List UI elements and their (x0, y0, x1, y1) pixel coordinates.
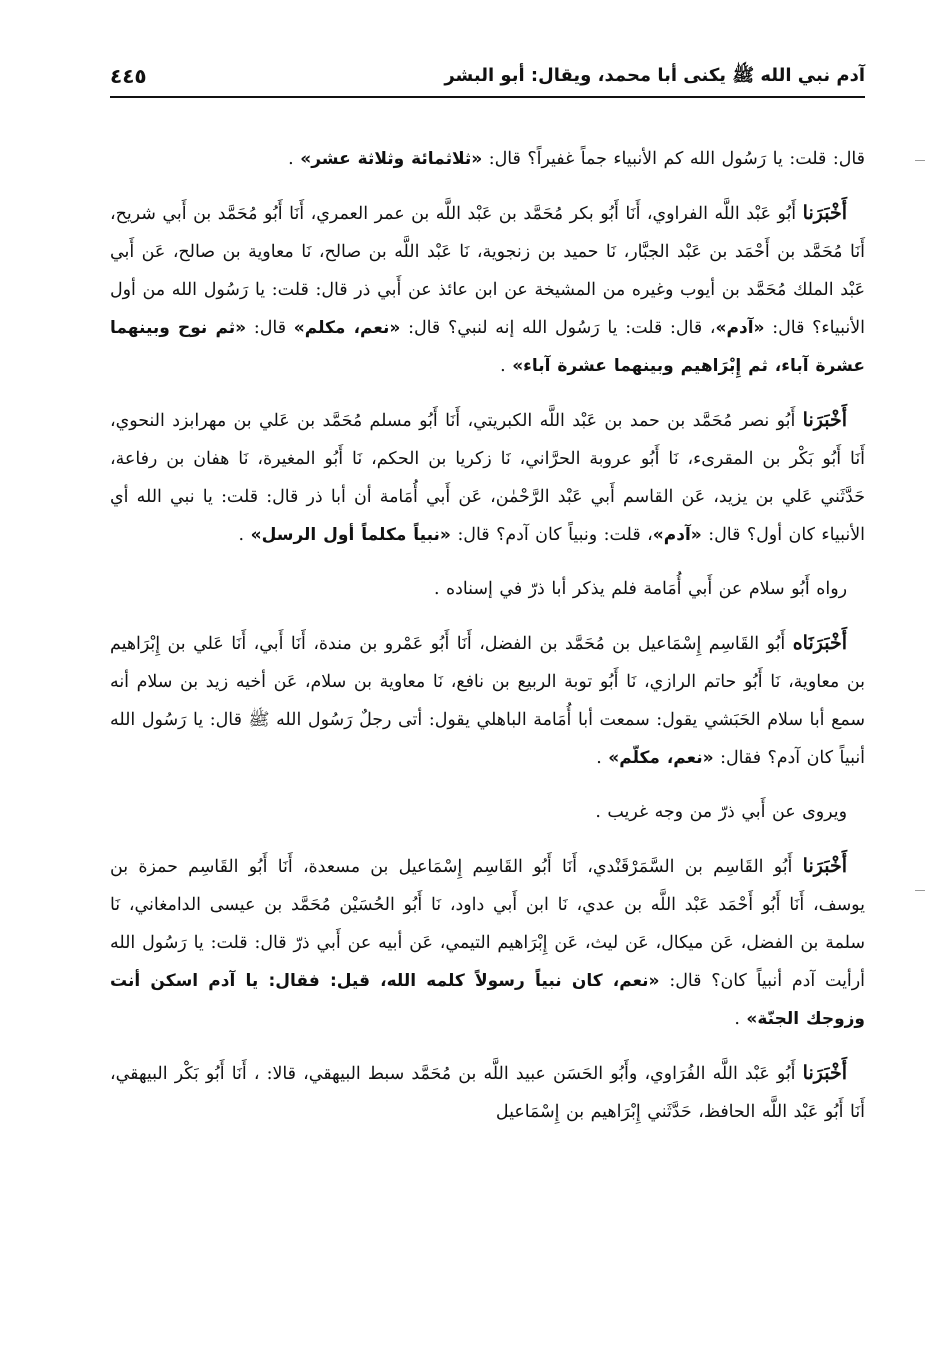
page-number: ٤٤٥ (110, 64, 147, 88)
margin-mark (915, 890, 925, 891)
isnad-keyword: أَخْبَرَنا (802, 202, 847, 224)
page-header (110, 62, 865, 98)
isnad-keyword: أَخْبَرَنا (802, 1062, 847, 1084)
quote: «آدم» (652, 525, 702, 545)
paragraph: ويروى عن أَبي ذرّ من وجه غريب . (595, 802, 847, 822)
running-title: آدم نبي الله ﷺ يكنى أبا محمد، ويقال: أبو البشر (444, 65, 865, 86)
margin-mark (915, 160, 925, 161)
paragraph: أَخْبَرَنا أَبُو القَاسِم بن السَّمَرْقَنْدي، أَنَا أَبُو القَاسِم إِسْمَاعيل بن مسعدة، أَنَا أَبُو القَاسِم حمزة بن يوسف، أَنَا أَبُو أَحْمَد عَبْد اللَّه بن عدي، نَا ابن أَبي داود، نَا أَبُو الحُسَيْن مُحَمَّد بن عيسى الدامغاني، نَا سلمة بن الفضل، عَن ميكال، عَن ليث، عَن إِبْرَاهيم التيمي، عَن أبيه عن أَبي ذرّ قال: قلت: يا رَسُول الله أرأيت آدم أنبياً كان؟ قال: «نعم، كان نبياً رسولاً كلمه الله، قيل: فقال: يا آدم اسكن أنت وزوجك الجنّة» . (110, 855, 865, 1029)
paragraph: رواه أَبُو سلام عن أَبي أُمَامة فلم يذكر أبا ذرّ في إسناده . (433, 579, 847, 599)
quote: «نعم، مكلم» (293, 318, 401, 338)
isnad-keyword: أَخْبَرَنا (802, 409, 847, 431)
quote: «آدم» (715, 318, 765, 338)
quote: «نعم، كان نبياً رسولاً كلمه الله، قيل: فقال: يا آدم اسكن أنت وزوجك الجنّة» (110, 971, 865, 1029)
paragraph: أَخْبَرَنَاه أَبُو القَاسِم إِسْمَاعيل بن مُحَمَّد بن الفضل، أَنَا أَبُو عَمْرو بن مندة، أَنَا أَبي، أَنَا عَلي بن إِبْرَاهيم بن معاوية، نَا أَبُو حاتم الرازي، نَا أَبُو توبة الربيع بن نافع، نَا معاوية بن سلام، عَن أخيه زيد بن سلام أنه سمع أبا سلام الحَبَشي يقول: سمعت أبا أُمَامة الباهلي يقول: أتى رجلٌ رَسُول الله ﷺ قال: يا رَسُول الله أنبياً كان آدم؟ فقال: «نعم، مكلّم» . (110, 632, 865, 768)
paragraph: قال: قلت: يا رَسُول الله كم الأنبياء جماً غفيراً؟ قال: «ثلاثمائة وثلاثة عشر» . (288, 149, 865, 169)
quote: «نعم، مكلّم» (608, 748, 714, 768)
quote: «ثلاثمائة وثلاثة عشر» (300, 149, 483, 169)
paragraph: أَخْبَرَنا أَبُو عَبْد اللَّه الفراوي، أَنَا أَبُو بكر مُحَمَّد بن عَبْد اللَّه بن عمر العمري، أَنَا أَبُو مُحَمَّد بن أَبي شريح، أَنَا مُحَمَّد بن أَحْمَد بن عَبْد الجبَّار، نَا حميد بن زنجوية، نَا عَبْد اللَّه بن صالح، نَا معاوية بن صالح، عَن أَبي عَبْد الملك مُحَمَّد بن أيوب وغيره من المشيخة عن ابن عائذ عن أَبي ذر قال: قلت: يا رَسُول الله من أول الأنبياء؟ قال: «آدم»، قال: قلت: يا رَسُول الله إنه لنبي؟ قال: «نعم، مكلم» قال: «ثم نوح وبينهما عشرة آباء، ثم إِبْرَاهيم وبينهما عشرة آباء» . (110, 202, 865, 376)
quote: «ثم نوح وبينهما عشرة آباء، ثم إِبْرَاهيم وبينهما عشرة آباء» (110, 318, 865, 376)
quote: «نبياً مكلماً أول الرسل» (250, 525, 451, 545)
paragraph: أَخْبَرَنا أَبُو عَبْد اللَّه الفُرَاوي، وأَبُو الحَسَن عبيد اللَّه بن مُحَمَّد سبط البيهقي، قالا: ، أَنَا أَبُو بَكْر البيهقي، أَنَا أَبُو عَبْد اللَّه الحافظ، حَدَّثَني إِبْرَاهيم بن إِسْمَاعيل (110, 1062, 865, 1122)
isnad-keyword: أَخْبَرَنا (802, 855, 847, 877)
page-body (110, 140, 865, 1306)
isnad-keyword: أَخْبَرَنَاه (792, 632, 847, 654)
paragraph: أَخْبَرَنا أَبُو نصر مُحَمَّد بن حمد بن عَبْد اللَّه الكبريتي، أَنَا أَبُو مسلم مُحَمَّد بن عَلي بن مهرابزد النحوي، أَنَا أَبُو بَكْر بن المقرىء، نَا أَبُو عروبة الحرَّاني، نَا زكريا بن الحكم، نَا أَبُو المغيرة، نَا هفان بن رفاعة، حَدَّثَني عَلي بن يزيد، عَن القاسم أَبي عَبْد الرَّحْمٰن، عَن أَبي أُمَامة أن أبا ذر قال: قلت: يا نبي الله أي الأنبياء كان أول؟ قال: «آدم»، قلت: ونبياً كان آدم؟ قال: «نبياً مكلماً أول الرسل» . (110, 409, 865, 545)
